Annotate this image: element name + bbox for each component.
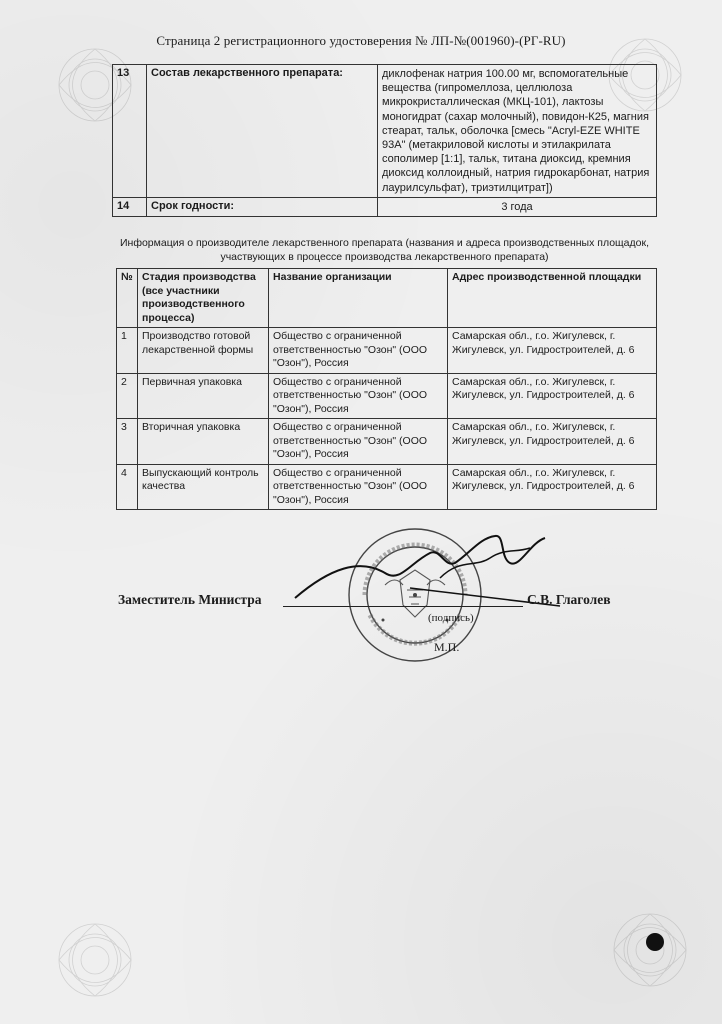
table-cell: 3 <box>117 419 138 465</box>
table-cell: 2 <box>117 373 138 419</box>
manufacturer-table <box>116 268 657 510</box>
manufacturer-info-heading: Информация о производителе лекарственного препарата (названия и адреса производственных площадок, участвующих в процессе производства лекарственного препарата) <box>119 237 649 263</box>
row-value: диклофенак натрия 100.00 мг, вспомогательные вещества (гипромеллоза, целлюлоза микрокристаллическая (МКЦ-101), лактозы моногидрат (сахар молочный), повидон-К25, магния стеарат, тальк, оболочка [смесь "Acryl-EZE WHITE 93A" (метакриловой кислоты и этилакрилата сополимер [1:1], тальк, титана диоксид, кремния диоксид коллоидный, натрия гидрокарбонат, натрия лаурилсульфат), триэтилцитрат]) <box>378 65 657 198</box>
table-cell: Самарская обл., г.о. Жигулевск, г. Жигулевск, ул. Гидростроителей, д. 6 <box>448 464 657 510</box>
table-cell: Общество с ограниченной ответственностью "Озон" (ООО "Озон"), Россия <box>269 328 448 374</box>
table-cell: Общество с ограниченной ответственностью "Озон" (ООО "Озон"), Россия <box>269 419 448 465</box>
column-header: № <box>117 269 138 328</box>
table-cell: Производство готовой лекарственной формы <box>138 328 269 374</box>
row-label: Состав лекарственного препарата: <box>147 65 378 198</box>
composition-table <box>112 64 657 217</box>
table-cell: Общество с ограниченной ответственностью "Озон" (ООО "Озон"), Россия <box>269 373 448 419</box>
row-label: Срок годности: <box>147 197 378 216</box>
table-cell: Самарская обл., г.о. Жигулевск, г. Жигулевск, ул. Гидростроителей, д. 6 <box>448 328 657 374</box>
table-row <box>117 328 657 374</box>
signatory-title: Заместитель Министра <box>118 592 262 607</box>
signature-caption: (подпись) <box>428 612 474 624</box>
signature-line <box>283 606 523 607</box>
column-header: Стадия производства (все участники производственного процесса) <box>138 269 269 328</box>
table-cell: Самарская обл., г.о. Жигулевск, г. Жигулевск, ул. Гидростроителей, д. 6 <box>448 373 657 419</box>
page-header: Страница 2 регистрационного удостоверения № ЛП-№(001960)-(РГ-RU) <box>156 33 566 48</box>
signatory-name: С.В. Глаголев <box>527 592 611 607</box>
column-header: Адрес производственной площадки <box>448 269 657 328</box>
table-cell: Выпускающий контроль качества <box>138 464 269 510</box>
table-header-row <box>117 269 657 328</box>
guilloche-ornament-icon <box>50 915 140 1005</box>
table-row <box>117 464 657 510</box>
table-row <box>117 419 657 465</box>
table-cell: Первичная упаковка <box>138 373 269 419</box>
table-row <box>113 197 657 216</box>
row-number: 13 <box>113 65 147 198</box>
row-value: 3 года <box>378 197 657 216</box>
table-cell: Самарская обл., г.о. Жигулевск, г. Жигулевск, ул. Гидростроителей, д. 6 <box>448 419 657 465</box>
table-cell: 4 <box>117 464 138 510</box>
table-cell: Вторичная упаковка <box>138 419 269 465</box>
table-cell: Общество с ограниченной ответственностью "Озон" (ООО "Озон"), Россия <box>269 464 448 510</box>
row-number: 14 <box>113 197 147 216</box>
table-row <box>117 373 657 419</box>
punch-hole <box>646 933 664 951</box>
table-cell: 1 <box>117 328 138 374</box>
seal-place-label: М.П. <box>434 640 460 654</box>
column-header: Название организации <box>269 269 448 328</box>
table-row <box>113 65 657 198</box>
